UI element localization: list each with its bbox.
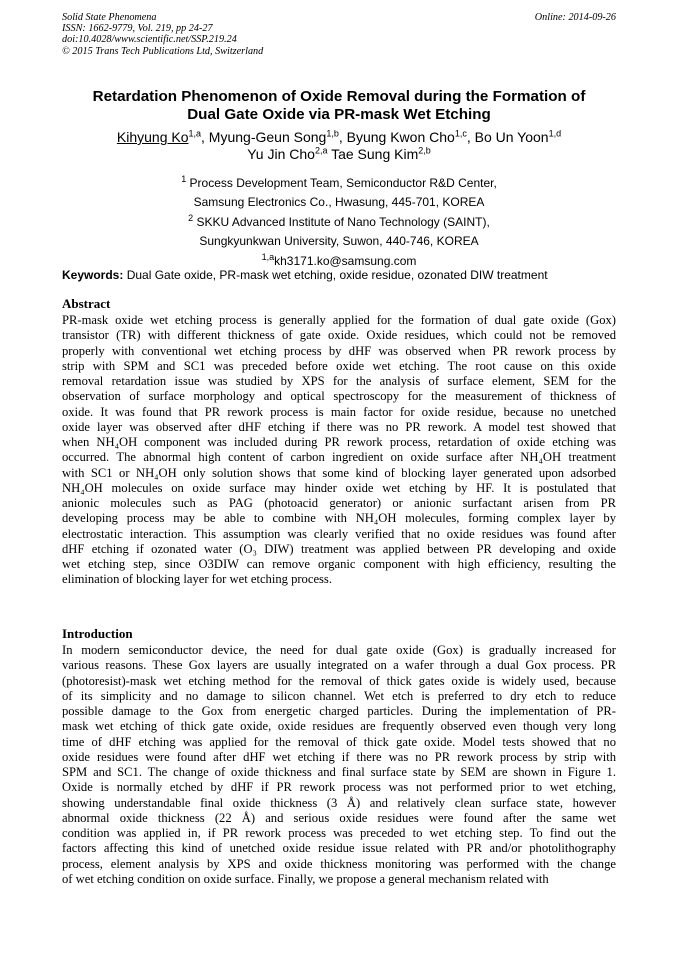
online-date: Online: 2014-09-26 [534,12,616,23]
text-line: factors affecting this kind of unetched oxide residue issue related with PR and/or photolithography [62,841,616,856]
author-name: Byung Kwon Cho [346,129,455,145]
text-line: transistor (TR) with different thickness of gate oxide. Oxide residues, which could not be removed [62,328,616,343]
author-sup: 1,c [454,128,467,139]
text-line: dHF etching if ozonated water (O₃ DIW) treatment was applied between PR developing and oxide [62,541,616,556]
text-line: observation of surface morphology and optical spectroscopy for the measurement of thickness of [62,389,616,404]
text-line: strip with SPM and SC1 was preceded before oxide wet etching. The root cause on this oxide [62,358,616,373]
text-line: of its simplicity and no damage to silicon channel. Wet etch is preferred to dry etch to reduce [62,688,616,703]
text-line: time of dHF etching was applied for the removal of thick gate oxide. Model tests showed that no [62,734,616,749]
text-line: process, element analysis by XPS and oxide thickness monitoring was performed with the change [62,856,616,871]
author-sep: , [338,129,347,145]
author-list [62,129,616,163]
text-line: abnormal oxide thickness (22 Å) and serious oxide residues were found after the same wet [62,810,616,825]
introduction-heading: Introduction [62,626,133,641]
text-line: developing process may be able to combine with NH₄OH molecules, forming complex layer by [62,511,616,526]
text-line: condition was applied in, if PR rework process was preceded to wet etching step. To find out the [62,826,616,840]
text-line: wet etching step, since O3DIW can remove organic component with high efficiency, resulting the [62,557,616,571]
author-name: Tae Sung Kim [331,146,419,162]
journal-name: Solid State Phenomena [62,12,157,23]
keywords [62,268,616,282]
text-line: removal retardation issue was studied by XPS for the analysis of surface element, SEM for the [62,374,616,388]
journal-doi[interactable]: doi:10.4028/www.scientific.net/SSP.219.24 [62,34,237,46]
text-line: electrostatic interaction. This assumption was clearly verified that no oxide residues was found after [62,526,616,541]
text-line: (photoresist)-mask wet etching method for the removal of thick gates oxide is widely used, because [62,673,616,688]
text-line: of wet etching condition on oxide surface. Finally, we propose a general mechanism related with [62,871,549,886]
title-line-2: Dual Gate Oxide via PR-mask Wet Etching [187,106,491,123]
journal-header [62,12,422,57]
text-line: Oxide is normally etched by dHF if PR rework process was not performed prior to wet etching, [62,780,616,795]
affiliation-text: SKKU Advanced Institute of Nano Technology (SAINT), [196,214,490,229]
author-sup: 1,b [326,128,339,139]
text-line: PR-mask oxide wet etching process is generally applied for the formation of dual gate oxide (Gox) [62,313,616,327]
text-line: anionic molecules such as PAG (photoacid generator) or anionic surfactant arisen from PR [62,496,616,510]
text-line: elimination of blocking layer for wet etching process. [62,572,332,587]
text-line: showing understandable final oxide thickness (3 Å) and relatively clean surface state, however [62,795,616,810]
affiliation-2-line-1 [62,213,616,232]
keywords-text: Dual Gate oxide, PR-mask wet etching, oxide residue, ozonated DIW treatment [126,268,548,282]
affiliation-1-line-2: Samsung Electronics Co., Hwasung, 445-701, KOREA [193,195,485,210]
affiliation-number: 1 [181,174,187,184]
text-line: with SC1 or NH₄OH only solution shows that some kind of blocking layer generated upon adsorbed [62,465,616,480]
text-line: In modern semiconductor device, the need for dual gate oxide (Gox) is gradually increased for [62,643,616,657]
title-line-1: Retardation Phenomenon of Oxide Removal during the Formation of [92,88,586,105]
author-sep: , [466,129,475,145]
affiliation-2-line-2: Sungkyunkwan University, Suwon, 440-746, KOREA [199,234,479,249]
text-line: mask wet etching of thick gate oxide, oxide residues are frequently observed even though very long [62,719,616,734]
abstract-heading: Abstract [62,296,111,311]
text-line: occurred. The abnormal high content of carbon ingredient on oxide surface after NH₄OH treatment [62,450,616,465]
affiliation-text: Process Development Team, Semiconductor R&D Center, [189,176,497,190]
keywords-label: Keywords: [62,268,124,282]
introduction-body [62,643,616,887]
affiliation-number: 2 [188,212,194,223]
affiliation-1-line-1 [62,174,616,193]
journal-issn: ISSN: 1662-9779, Vol. 219, pp 24-27 [62,23,213,35]
text-line: possible damage to the Gox from energetic charged particles. During the implementation of PR- [62,704,616,718]
text-line: properly with conventional wet etching process by dHF was observed when PR rework process by [62,343,616,358]
author-name: Myung-Geun Song [208,129,327,145]
author-sup: 2,a [314,145,328,156]
text-line: various reasons. These Gox layers are usually integrated on a wafer through a dual Gox process. PR [62,658,616,673]
author-sup: 1,a [188,128,202,139]
email-address[interactable]: kh3171.ko@samsung.com [274,253,417,268]
author-sep: , [201,129,209,145]
text-line: oxide layer was observed after dHF etching if there was no PR rework. A model test showed that [62,419,616,434]
author-name: Yu Jin Cho [247,146,315,162]
author-name: Kihyung Ko [116,129,189,145]
author-name: Bo Un Yoon [474,129,549,145]
author-line-1 [62,129,616,146]
paper-title [62,88,616,124]
email-sup: 1,a [261,251,275,262]
text-line: SPM and SC1. The change of oxide thickness and final surface state by SEM are shown in Figure 1. [62,765,616,779]
author-sup: 2,b [418,145,431,156]
abstract-body [62,313,616,588]
text-line: when NH₄OH component was included during PR rework process, retardation of oxide etching was [62,435,616,449]
affiliations [62,174,616,271]
text-line: NH₄OH molecules on oxide surface may hinder oxide wet etching by HF. It is postulated that [62,480,616,495]
journal-copyright: © 2015 Trans Tech Publications Ltd, Switzerland [62,45,264,57]
author-sup: 1,d [548,128,562,139]
text-line: oxide residues were found after dHF wet etching if there was no PR rework process by strip with [62,749,616,764]
text-line: oxide. It was found that PR rework process is main factor for oxide residue, because no unetched [62,404,616,419]
author-line-2 [62,146,616,163]
